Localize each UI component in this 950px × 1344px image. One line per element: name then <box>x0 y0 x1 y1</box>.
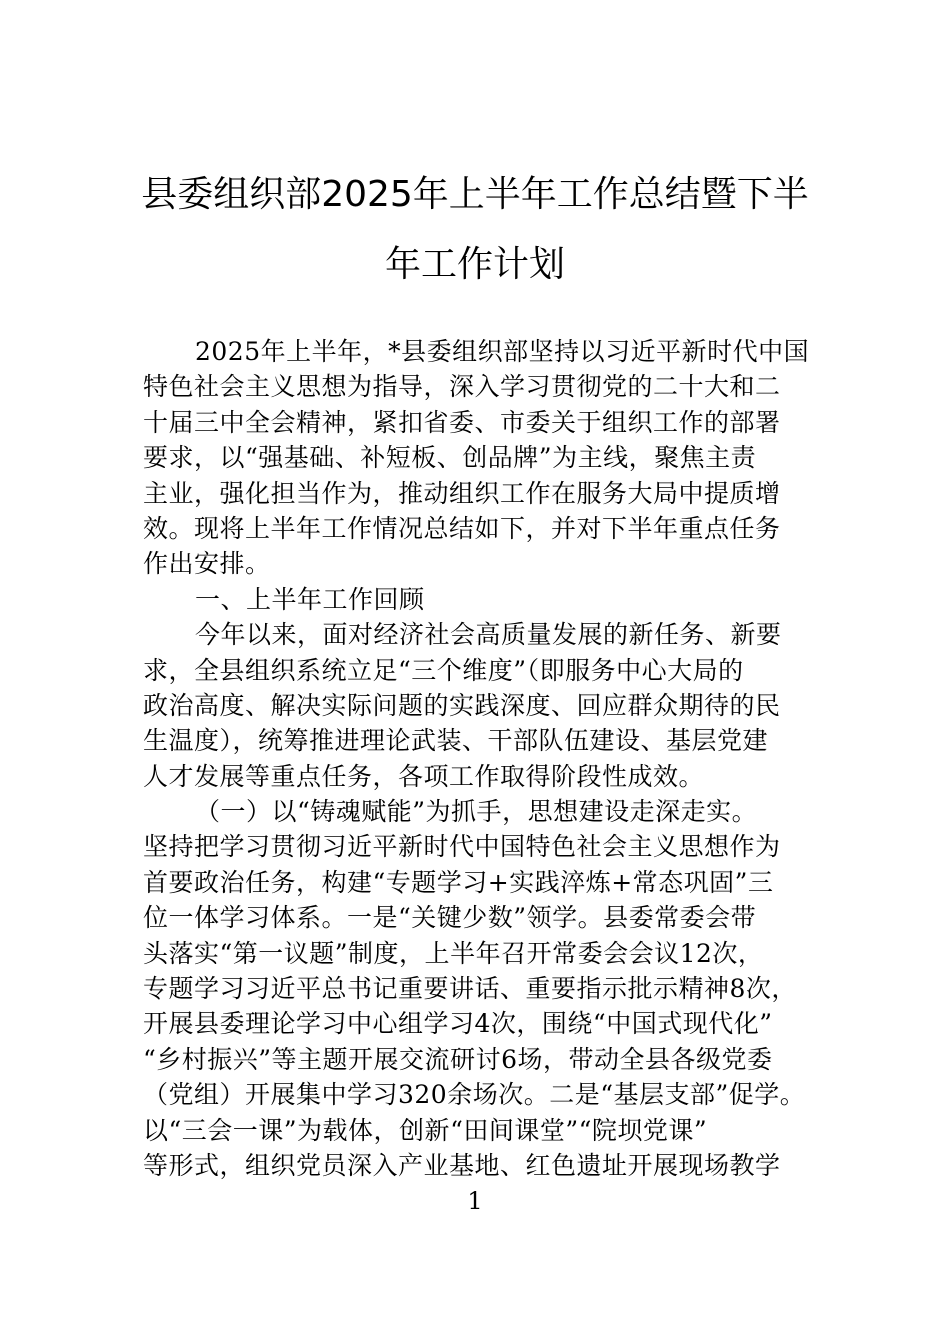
body-line: 人才发展等重点任务，各项工作取得阶段性成效。 <box>143 761 705 791</box>
body-line: 头落实“第一议题”制度，上半年召开常委会会议12次， <box>143 938 764 968</box>
document-body <box>143 334 811 1183</box>
body-line: 主业，强化担当作为，推动组织工作在服务大局中提质增 <box>143 478 781 508</box>
subsection-heading: （一）以“铸魂赋能”为抓手，思想建设走深走实。 <box>195 797 758 827</box>
body-line: 位一体学习体系。一是“关键少数”领学。县委常委会带 <box>143 903 757 933</box>
body-line: 生温度），统筹推进理论武装、干部队伍建设、基层党建 <box>143 726 769 756</box>
section-heading: 一、上半年工作回顾 <box>195 584 425 614</box>
body-line: 要求，以“强基础、补短板、创品牌”为主线，聚焦主责 <box>143 443 757 473</box>
page-number: 1 <box>467 1187 483 1215</box>
body-line: 专题学习习近平总书记重要讲话、重要指示批示精神8次， <box>143 974 797 1004</box>
body-line: （党组）开展集中学习320余场次。二是“基层支部”促学。 <box>143 1080 806 1110</box>
body-line: 求，全县组织系统立足“三个维度”（即服务中心大局的 <box>143 655 744 685</box>
body-line: “乡村振兴”等主题开展交流研讨6场，带动全县各级党委 <box>143 1044 773 1074</box>
document-title-line-1: 县委组织部2025年上半年工作总结暨下半 <box>141 174 809 215</box>
body-line: 等形式，组织党员深入产业基地、红色遗址开展现场教学 <box>143 1150 781 1180</box>
body-line: 今年以来，面对经济社会高质量发展的新任务、新要 <box>195 620 782 650</box>
body-line: 开展县委理论学习中心组学习4次，围绕“中国式现代化” <box>143 1009 773 1039</box>
body-line: 坚持把学习贯彻习近平新时代中国特色社会主义思想作为 <box>143 832 781 862</box>
body-line: 作出安排。 <box>143 549 271 579</box>
body-line: 以“三会一课”为载体，创新“田间课堂”“院坝党课” <box>143 1115 708 1145</box>
body-line: 十届三中全会精神，紧扣省委、市委关于组织工作的部署 <box>143 407 781 437</box>
body-line: 特色社会主义思想为指导，深入学习贯彻党的二十大和二 <box>143 372 781 402</box>
body-line: 政治高度、解决实际问题的实践深度、回应群众期待的民 <box>143 690 781 720</box>
body-line: 首要政治任务，构建“专题学习+实践淬炼+常态巩固”三 <box>143 867 774 897</box>
document-title-line-2: 年工作计划 <box>384 244 565 285</box>
body-line: 2025年上半年，*县委组织部坚持以习近平新时代中国 <box>195 337 810 366</box>
body-line: 效。现将上半年工作情况总结如下，并对下半年重点任务 <box>143 513 781 543</box>
